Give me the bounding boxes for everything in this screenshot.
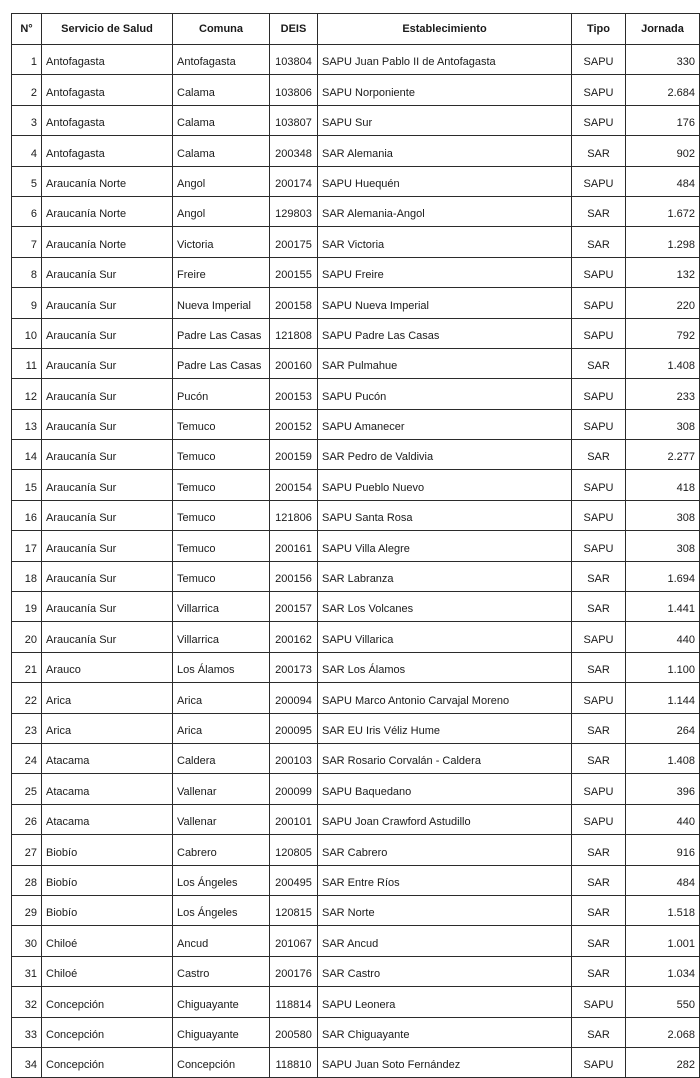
cell-tipo: SAPU <box>572 987 626 1017</box>
cell-number: 10 <box>12 318 42 348</box>
cell-deis: 200156 <box>270 561 318 591</box>
table-row <box>12 835 700 865</box>
col-header-establecimiento: Establecimiento <box>318 14 572 45</box>
cell-tipo: SAPU <box>572 409 626 439</box>
cell-jornada: 132 <box>626 257 700 287</box>
cell-deis: 103807 <box>270 105 318 135</box>
cell-deis: 121806 <box>270 500 318 530</box>
cell-tipo: SAR <box>572 1017 626 1047</box>
table-row <box>12 774 700 804</box>
cell-number: 11 <box>12 348 42 378</box>
cell-tipo: SAPU <box>572 166 626 196</box>
table-row <box>12 622 700 652</box>
cell-jornada: 1.518 <box>626 895 700 925</box>
cell-establecimiento: SAPU Villa Alegre <box>318 531 572 561</box>
table-row <box>12 166 700 196</box>
cell-comuna: Victoria <box>173 227 270 257</box>
table-row <box>12 713 700 743</box>
cell-establecimiento: SAPU Amanecer <box>318 409 572 439</box>
cell-comuna: Temuco <box>173 440 270 470</box>
cell-tipo: SAR <box>572 561 626 591</box>
cell-number: 20 <box>12 622 42 652</box>
cell-jornada: 1.408 <box>626 348 700 378</box>
cell-establecimiento: SAR Entre Ríos <box>318 865 572 895</box>
cell-establecimiento: SAR Los Álamos <box>318 652 572 682</box>
cell-tipo: SAR <box>572 895 626 925</box>
cell-comuna: Villarrica <box>173 622 270 652</box>
cell-comuna: Angol <box>173 196 270 226</box>
cell-jornada: 308 <box>626 500 700 530</box>
cell-establecimiento: SAPU Padre Las Casas <box>318 318 572 348</box>
cell-jornada: 916 <box>626 835 700 865</box>
cell-comuna: Temuco <box>173 409 270 439</box>
cell-comuna: Padre Las Casas <box>173 318 270 348</box>
cell-servicio: Antofagasta <box>42 136 173 166</box>
table-row <box>12 318 700 348</box>
cell-deis: 200162 <box>270 622 318 652</box>
cell-tipo: SAPU <box>572 531 626 561</box>
cell-establecimiento: SAPU Huequén <box>318 166 572 196</box>
table-row <box>12 288 700 318</box>
table-row <box>12 804 700 834</box>
cell-tipo: SAR <box>572 926 626 956</box>
table-row <box>12 683 700 713</box>
cell-deis: 200152 <box>270 409 318 439</box>
col-header-comuna: Comuna <box>173 14 270 45</box>
table-row <box>12 227 700 257</box>
cell-number: 2 <box>12 75 42 105</box>
cell-servicio: Antofagasta <box>42 45 173 75</box>
cell-establecimiento: SAR Castro <box>318 956 572 986</box>
cell-jornada: 1.441 <box>626 592 700 622</box>
cell-number: 17 <box>12 531 42 561</box>
cell-deis: 120805 <box>270 835 318 865</box>
cell-deis: 200094 <box>270 683 318 713</box>
table-row <box>12 956 700 986</box>
cell-establecimiento: SAR Alemania <box>318 136 572 166</box>
cell-servicio: Concepción <box>42 987 173 1017</box>
cell-comuna: Arica <box>173 713 270 743</box>
table-row <box>12 926 700 956</box>
cell-number: 12 <box>12 379 42 409</box>
cell-deis: 200158 <box>270 288 318 318</box>
cell-establecimiento: SAR Norte <box>318 895 572 925</box>
cell-jornada: 1.694 <box>626 561 700 591</box>
cell-servicio: Araucanía Sur <box>42 379 173 409</box>
cell-servicio: Concepción <box>42 1017 173 1047</box>
cell-servicio: Araucanía Sur <box>42 257 173 287</box>
table-row <box>12 409 700 439</box>
cell-establecimiento: SAR EU Iris Véliz Hume <box>318 713 572 743</box>
cell-number: 7 <box>12 227 42 257</box>
cell-jornada: 484 <box>626 865 700 895</box>
cell-deis: 200161 <box>270 531 318 561</box>
cell-comuna: Ancud <box>173 926 270 956</box>
cell-jornada: 1.034 <box>626 956 700 986</box>
cell-deis: 200153 <box>270 379 318 409</box>
table-row <box>12 1017 700 1047</box>
cell-comuna: Concepción <box>173 1047 270 1077</box>
cell-deis: 200095 <box>270 713 318 743</box>
cell-tipo: SAPU <box>572 622 626 652</box>
cell-number: 29 <box>12 895 42 925</box>
cell-establecimiento: SAPU Juan Soto Fernández <box>318 1047 572 1077</box>
cell-servicio: Araucanía Sur <box>42 500 173 530</box>
cell-number: 16 <box>12 500 42 530</box>
cell-deis: 200173 <box>270 652 318 682</box>
establishments-table <box>11 13 700 1078</box>
cell-establecimiento: SAPU Joan Crawford Astudillo <box>318 804 572 834</box>
cell-jornada: 484 <box>626 166 700 196</box>
table-row <box>12 561 700 591</box>
cell-establecimiento: SAPU Santa Rosa <box>318 500 572 530</box>
cell-tipo: SAPU <box>572 683 626 713</box>
cell-establecimiento: SAPU Norponiente <box>318 75 572 105</box>
cell-number: 31 <box>12 956 42 986</box>
cell-comuna: Castro <box>173 956 270 986</box>
cell-number: 32 <box>12 987 42 1017</box>
cell-tipo: SAR <box>572 227 626 257</box>
cell-comuna: Angol <box>173 166 270 196</box>
cell-number: 34 <box>12 1047 42 1077</box>
cell-servicio: Araucanía Norte <box>42 227 173 257</box>
cell-establecimiento: SAPU Leonera <box>318 987 572 1017</box>
cell-servicio: Araucanía Norte <box>42 196 173 226</box>
cell-number: 9 <box>12 288 42 318</box>
cell-servicio: Concepción <box>42 1047 173 1077</box>
cell-servicio: Arica <box>42 683 173 713</box>
cell-jornada: 1.144 <box>626 683 700 713</box>
cell-tipo: SAR <box>572 865 626 895</box>
cell-tipo: SAR <box>572 592 626 622</box>
cell-servicio: Araucanía Sur <box>42 348 173 378</box>
cell-deis: 200176 <box>270 956 318 986</box>
cell-deis: 118810 <box>270 1047 318 1077</box>
table-header-row <box>12 14 700 45</box>
cell-jornada: 396 <box>626 774 700 804</box>
cell-jornada: 550 <box>626 987 700 1017</box>
table-row <box>12 1047 700 1077</box>
cell-deis: 200154 <box>270 470 318 500</box>
table-row <box>12 895 700 925</box>
cell-comuna: Vallenar <box>173 774 270 804</box>
cell-establecimiento: SAR Victoria <box>318 227 572 257</box>
cell-jornada: 2.684 <box>626 75 700 105</box>
cell-establecimiento: SAPU Nueva Imperial <box>318 288 572 318</box>
cell-establecimiento: SAR Chiguayante <box>318 1017 572 1047</box>
table-row <box>12 987 700 1017</box>
cell-establecimiento: SAR Los Volcanes <box>318 592 572 622</box>
cell-servicio: Araucanía Sur <box>42 470 173 500</box>
cell-deis: 200495 <box>270 865 318 895</box>
cell-servicio: Araucanía Sur <box>42 288 173 318</box>
cell-comuna: Caldera <box>173 743 270 773</box>
cell-number: 24 <box>12 743 42 773</box>
cell-servicio: Araucanía Sur <box>42 409 173 439</box>
cell-establecimiento: SAPU Pueblo Nuevo <box>318 470 572 500</box>
cell-deis: 103804 <box>270 45 318 75</box>
cell-jornada: 1.408 <box>626 743 700 773</box>
cell-servicio: Araucanía Sur <box>42 318 173 348</box>
cell-servicio: Biobío <box>42 895 173 925</box>
cell-servicio: Biobío <box>42 835 173 865</box>
cell-comuna: Los Ángeles <box>173 895 270 925</box>
cell-number: 33 <box>12 1017 42 1047</box>
cell-comuna: Temuco <box>173 500 270 530</box>
cell-establecimiento: SAR Alemania-Angol <box>318 196 572 226</box>
cell-tipo: SAPU <box>572 470 626 500</box>
cell-deis: 200348 <box>270 136 318 166</box>
cell-servicio: Araucanía Sur <box>42 440 173 470</box>
cell-establecimiento: SAPU Baquedano <box>318 774 572 804</box>
cell-servicio: Biobío <box>42 865 173 895</box>
cell-servicio: Araucanía Sur <box>42 561 173 591</box>
cell-establecimiento: SAPU Pucón <box>318 379 572 409</box>
cell-comuna: Chiguayante <box>173 987 270 1017</box>
cell-servicio: Araucanía Norte <box>42 166 173 196</box>
cell-deis: 200099 <box>270 774 318 804</box>
cell-tipo: SAPU <box>572 288 626 318</box>
cell-comuna: Antofagasta <box>173 45 270 75</box>
cell-deis: 200580 <box>270 1017 318 1047</box>
cell-tipo: SAPU <box>572 45 626 75</box>
cell-jornada: 308 <box>626 531 700 561</box>
cell-number: 5 <box>12 166 42 196</box>
col-header-number: N° <box>12 14 42 45</box>
cell-number: 19 <box>12 592 42 622</box>
cell-jornada: 440 <box>626 622 700 652</box>
cell-number: 8 <box>12 257 42 287</box>
table-row <box>12 136 700 166</box>
cell-tipo: SAPU <box>572 500 626 530</box>
cell-deis: 118814 <box>270 987 318 1017</box>
cell-servicio: Araucanía Sur <box>42 592 173 622</box>
cell-number: 25 <box>12 774 42 804</box>
cell-comuna: Temuco <box>173 470 270 500</box>
cell-number: 28 <box>12 865 42 895</box>
table-row <box>12 196 700 226</box>
cell-number: 14 <box>12 440 42 470</box>
col-header-servicio: Servicio de Salud <box>42 14 173 45</box>
cell-comuna: Temuco <box>173 561 270 591</box>
cell-deis: 200159 <box>270 440 318 470</box>
cell-number: 27 <box>12 835 42 865</box>
cell-tipo: SAR <box>572 743 626 773</box>
cell-tipo: SAR <box>572 136 626 166</box>
cell-jornada: 1.100 <box>626 652 700 682</box>
cell-tipo: SAPU <box>572 804 626 834</box>
cell-tipo: SAPU <box>572 105 626 135</box>
cell-tipo: SAR <box>572 835 626 865</box>
col-header-deis: DEIS <box>270 14 318 45</box>
cell-deis: 103806 <box>270 75 318 105</box>
cell-tipo: SAR <box>572 348 626 378</box>
cell-comuna: Villarrica <box>173 592 270 622</box>
cell-deis: 200174 <box>270 166 318 196</box>
table-row <box>12 652 700 682</box>
cell-number: 3 <box>12 105 42 135</box>
cell-number: 22 <box>12 683 42 713</box>
cell-jornada: 176 <box>626 105 700 135</box>
cell-number: 4 <box>12 136 42 166</box>
table-row <box>12 440 700 470</box>
table-row <box>12 592 700 622</box>
cell-deis: 200103 <box>270 743 318 773</box>
cell-tipo: SAPU <box>572 257 626 287</box>
cell-number: 15 <box>12 470 42 500</box>
cell-jornada: 1.672 <box>626 196 700 226</box>
cell-number: 18 <box>12 561 42 591</box>
table-row <box>12 865 700 895</box>
cell-jornada: 264 <box>626 713 700 743</box>
cell-comuna: Padre Las Casas <box>173 348 270 378</box>
cell-comuna: Calama <box>173 75 270 105</box>
cell-servicio: Araucanía Sur <box>42 531 173 561</box>
table-row <box>12 348 700 378</box>
cell-tipo: SAR <box>572 440 626 470</box>
cell-establecimiento: SAR Rosario Corvalán - Caldera <box>318 743 572 773</box>
cell-comuna: Calama <box>173 105 270 135</box>
col-header-jornada: Jornada <box>626 14 700 45</box>
cell-jornada: 440 <box>626 804 700 834</box>
cell-deis: 200157 <box>270 592 318 622</box>
table-row <box>12 379 700 409</box>
cell-establecimiento: SAPU Freire <box>318 257 572 287</box>
cell-jornada: 330 <box>626 45 700 75</box>
table-row <box>12 531 700 561</box>
cell-servicio: Antofagasta <box>42 75 173 105</box>
cell-jornada: 308 <box>626 409 700 439</box>
cell-number: 6 <box>12 196 42 226</box>
table-row <box>12 75 700 105</box>
cell-deis: 121808 <box>270 318 318 348</box>
table-row <box>12 105 700 135</box>
cell-tipo: SAPU <box>572 318 626 348</box>
cell-tipo: SAR <box>572 956 626 986</box>
cell-comuna: Vallenar <box>173 804 270 834</box>
cell-comuna: Temuco <box>173 531 270 561</box>
cell-servicio: Chiloé <box>42 956 173 986</box>
cell-tipo: SAR <box>572 196 626 226</box>
cell-comuna: Freire <box>173 257 270 287</box>
cell-jornada: 233 <box>626 379 700 409</box>
table-row <box>12 257 700 287</box>
cell-comuna: Cabrero <box>173 835 270 865</box>
cell-comuna: Arica <box>173 683 270 713</box>
cell-establecimiento: SAPU Juan Pablo II de Antofagasta <box>318 45 572 75</box>
cell-jornada: 418 <box>626 470 700 500</box>
cell-jornada: 282 <box>626 1047 700 1077</box>
cell-establecimiento: SAR Ancud <box>318 926 572 956</box>
cell-establecimiento: SAPU Villarica <box>318 622 572 652</box>
cell-comuna: Los Álamos <box>173 652 270 682</box>
cell-establecimiento: SAPU Sur <box>318 105 572 135</box>
cell-servicio: Atacama <box>42 743 173 773</box>
cell-number: 1 <box>12 45 42 75</box>
cell-deis: 129803 <box>270 196 318 226</box>
cell-comuna: Calama <box>173 136 270 166</box>
cell-number: 23 <box>12 713 42 743</box>
cell-jornada: 2.068 <box>626 1017 700 1047</box>
table-row <box>12 470 700 500</box>
cell-comuna: Nueva Imperial <box>173 288 270 318</box>
cell-tipo: SAPU <box>572 774 626 804</box>
cell-servicio: Chiloé <box>42 926 173 956</box>
cell-comuna: Los Ángeles <box>173 865 270 895</box>
cell-comuna: Pucón <box>173 379 270 409</box>
cell-servicio: Arica <box>42 713 173 743</box>
cell-tipo: SAPU <box>572 379 626 409</box>
cell-deis: 200101 <box>270 804 318 834</box>
cell-servicio: Araucanía Sur <box>42 622 173 652</box>
cell-servicio: Atacama <box>42 774 173 804</box>
cell-servicio: Arauco <box>42 652 173 682</box>
cell-comuna: Chiguayante <box>173 1017 270 1047</box>
cell-tipo: SAR <box>572 652 626 682</box>
cell-deis: 200175 <box>270 227 318 257</box>
cell-servicio: Antofagasta <box>42 105 173 135</box>
cell-jornada: 902 <box>626 136 700 166</box>
cell-jornada: 792 <box>626 318 700 348</box>
cell-jornada: 220 <box>626 288 700 318</box>
cell-number: 26 <box>12 804 42 834</box>
cell-number: 21 <box>12 652 42 682</box>
cell-establecimiento: SAR Pedro de Valdivia <box>318 440 572 470</box>
cell-deis: 200160 <box>270 348 318 378</box>
cell-tipo: SAR <box>572 713 626 743</box>
cell-jornada: 2.277 <box>626 440 700 470</box>
cell-number: 30 <box>12 926 42 956</box>
col-header-tipo: Tipo <box>572 14 626 45</box>
cell-deis: 120815 <box>270 895 318 925</box>
cell-establecimiento: SAPU Marco Antonio Carvajal Moreno <box>318 683 572 713</box>
table-row <box>12 45 700 75</box>
cell-deis: 200155 <box>270 257 318 287</box>
cell-tipo: SAPU <box>572 75 626 105</box>
cell-deis: 201067 <box>270 926 318 956</box>
cell-number: 13 <box>12 409 42 439</box>
cell-jornada: 1.001 <box>626 926 700 956</box>
cell-tipo: SAPU <box>572 1047 626 1077</box>
cell-jornada: 1.298 <box>626 227 700 257</box>
table-row <box>12 743 700 773</box>
cell-establecimiento: SAR Labranza <box>318 561 572 591</box>
cell-servicio: Atacama <box>42 804 173 834</box>
cell-establecimiento: SAR Pulmahue <box>318 348 572 378</box>
cell-establecimiento: SAR Cabrero <box>318 835 572 865</box>
table-row <box>12 500 700 530</box>
